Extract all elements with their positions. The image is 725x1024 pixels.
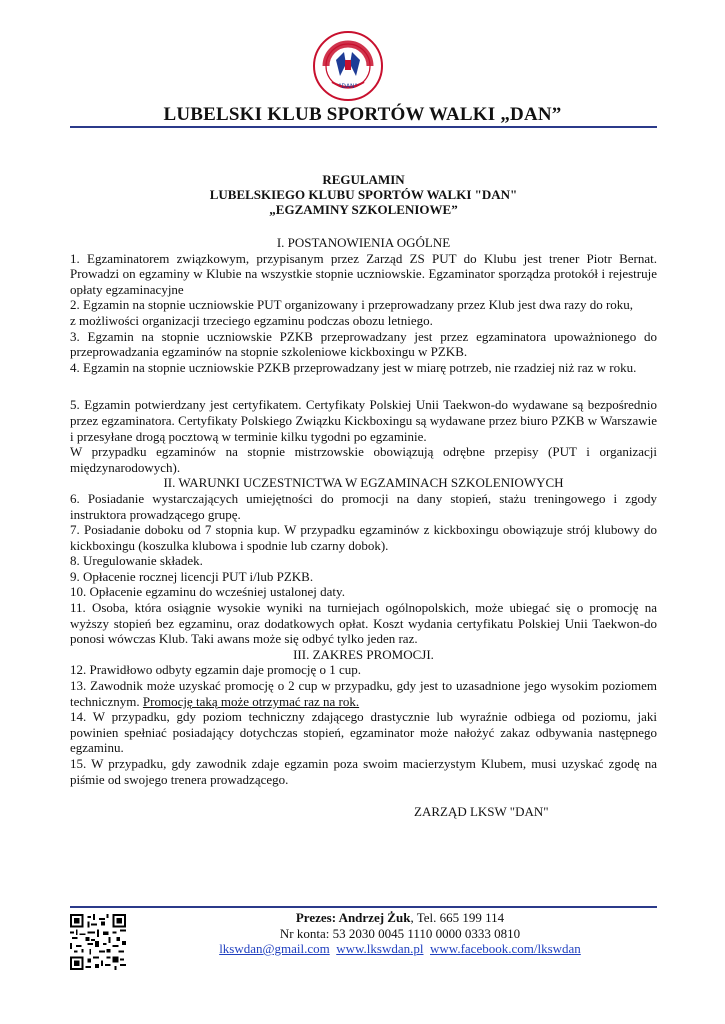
footer-links [150, 941, 650, 957]
president-phone: , Tel. 665 199 114 [410, 910, 505, 925]
paragraph-15: 15. W przypadku, gdy zawodnik zdaje egzamin poza swoim macierzystym Klubem, musi uzyskać zgodę na piśmie od swojego trenera prowadzącego. [70, 756, 657, 787]
paragraph-13 [70, 678, 657, 709]
facebook-link[interactable]: www.facebook.com/lkswdan [430, 941, 581, 956]
paragraph-7: 7. Posiadanie doboku od 7 stopnia kup. W przypadku egzaminów z kickboxingu obowiązuje strój klubowy do kickboxingu (koszulka klubowa i spodnie lub czarny dobok). [70, 522, 657, 553]
paragraph-13-underlined: Promocję taką może otrzymać raz na rok. [142, 693, 360, 709]
footer-president-line [150, 910, 650, 926]
club-logo [312, 30, 384, 102]
qr-code-icon [70, 914, 126, 970]
paragraph-9: 9. Opłacenie rocznej licencji PUT i/lub PZKB. [70, 568, 314, 584]
section-heading-3: III. ZAKRES PROMOCJI. [293, 646, 434, 662]
paragraph-2b: z możliwości organizacji trzeciego egzaminu podczas obozu letniego. [70, 312, 433, 328]
regulations-document [70, 172, 657, 787]
paragraph-5b: W przypadku egzaminów na stopnie mistrzowskie obowiązują odrębne przepisy (PUT i organizacji międzynarodowych). [70, 444, 657, 475]
footer-divider [70, 906, 657, 908]
paragraph-13-text: 13. Zawodnik może uzyskać promocję o 2 cup w przypadku, gdy jest to uzasadnione jego wysokim poziomem technicznym. [70, 678, 657, 709]
doc-title-3: „EGZAMINY SZKOLENIOWE” [269, 202, 458, 217]
paragraph-5: 5. Egzamin potwierdzany jest certyfikatem. Certyfikaty Polskiej Unii Taekwon-do wydawane są bezpośrednio przez egzaminatora. Certyfikaty Polskiego Związku Kickboxingu są wydawane przez biuro PZKB w Warszawie i przesyłane drogą pocztową w terminie kilku tygodni po egzaminie. [70, 397, 657, 444]
paragraph-12: 12. Prawidłowo odbyty egzamin daje promocję o 1 cup. [70, 662, 361, 678]
section-heading-1: I. POSTANOWIENIA OGÓLNE [276, 235, 451, 250]
paragraph-14: 14. W przypadku, gdy poziom techniczny zdającego drastycznie lub wyraźnie odbiega od poziomu, jaki powinien spełniać posiadający dotychczas stopień, egzaminator może nałożyć zakaz odbywania następnego egzaminu. [70, 709, 657, 756]
club-name: LUBELSKI KLUB SPORTÓW WALKI „DAN” [163, 104, 562, 125]
paragraph-10: 10. Opłacenie egzaminu do wcześniej ustalonej daty. [70, 584, 345, 600]
paragraph-8: 8. Uregulowanie składek. [70, 553, 203, 569]
doc-title-2: LUBELSKIEGO KLUBU SPORTÓW WALKI "DAN" [209, 187, 518, 202]
website-link[interactable]: www.lkswdan.pl [336, 941, 424, 956]
logo-text-bottom: "DAN" [338, 83, 358, 90]
section-heading-2: II. WARUNKI UCZESTNICTWA W EGZAMINACH SZKOLENIOWYCH [163, 475, 564, 491]
header-divider [70, 126, 657, 128]
paragraph-11: 11. Osoba, która osiągnie wysokie wyniki na turniejach ogólnopolskich, może ubiegać się o promocję na wyższy stopień bez egzaminu, oraz dodatkowych opłat. Koszt wydania certyfikatu Polskiej Unii Taekwon-do ponosi wówczas Klub. Taki awans może się odbyć tylko jeden raz. [70, 600, 657, 647]
paragraph-1: 1. Egzaminatorem związkowym, przypisanym przez Zarząd ZS PUT do Klubu jest trener Piotr Bernat. Prowadzi on egzaminy w Klubie na wszystkie stopnie uczniowskie. Egzaminator sporządza protokół i rejestruje opłaty egzaminacyjne [70, 250, 657, 297]
email-link[interactable]: lkswdan@gmail.com [219, 941, 330, 956]
bank-account: Nr konta: 53 2030 0045 1110 0000 0333 0810 [279, 925, 521, 941]
signature: ZARZĄD LKSW "DAN" [414, 804, 549, 819]
paragraph-6: 6. Posiadanie wystarczających umiejętności do promocji na dany stopień, stażu treningowego i zgody instruktora prowadzącego grupę. [70, 490, 657, 522]
footer-contact [150, 910, 650, 957]
paragraph-2a: 2. Egzamin na stopnie uczniowskie PUT organizowany i przeprowadzany przez Klub jest dwa razy do roku, [70, 297, 634, 313]
paragraph-3: 3. Egzamin na stopnie uczniowskie PZKB przeprowadzany jest przez egzaminatora upoważnionego do przeprowadzania egzaminów na stopnie szkoleniowe kickboxingu w PZKB. [70, 328, 657, 360]
doc-title-1: REGULAMIN [322, 172, 405, 187]
president-name: Prezes: Andrzej Żuk [295, 910, 411, 925]
paragraph-4: 4. Egzamin na stopnie uczniowskie PZKB przeprowadzany jest w miarę potrzeb, nie rzadziej niż raz w roku. [70, 359, 637, 375]
